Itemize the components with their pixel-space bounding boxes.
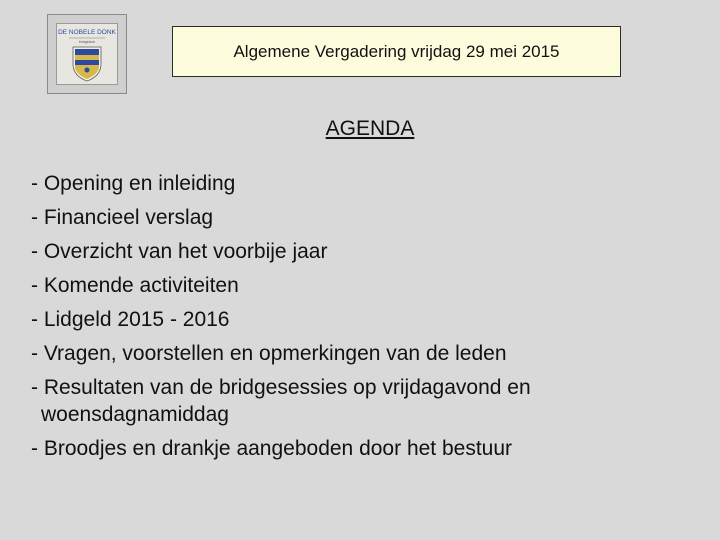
agenda-item: - Lidgeld 2015 - 2016 bbox=[31, 308, 230, 331]
club-crest-icon bbox=[57, 24, 117, 84]
agenda-item: - Broodjes en drankje aangeboden door het bestuur bbox=[31, 437, 513, 460]
agenda-item: - Financieel verslag bbox=[31, 206, 214, 229]
agenda-item: - Overzicht van het voorbije jaar bbox=[31, 240, 328, 263]
logo-name-text: DE NOBELE DONK bbox=[58, 29, 116, 36]
agenda-item: - Opening en inleiding bbox=[31, 172, 236, 195]
agenda-item: - Resultaten van de bridgesessies op vrijdagavond en woensdagnamiddag bbox=[31, 376, 531, 426]
club-logo-card bbox=[56, 23, 118, 85]
agenda-item: - Vragen, voorstellen en opmerkingen van de leden bbox=[31, 342, 507, 365]
meeting-title-box bbox=[172, 26, 621, 77]
meeting-title: Algemene Vergadering vrijdag 29 mei 2015 bbox=[233, 41, 560, 61]
agenda-heading: AGENDA bbox=[325, 117, 415, 140]
agenda-list bbox=[31, 170, 671, 469]
club-logo bbox=[47, 14, 127, 94]
agenda-item: - Komende activiteiten bbox=[31, 274, 239, 297]
logo-subtitle-text: bridgeclub bbox=[78, 40, 96, 44]
